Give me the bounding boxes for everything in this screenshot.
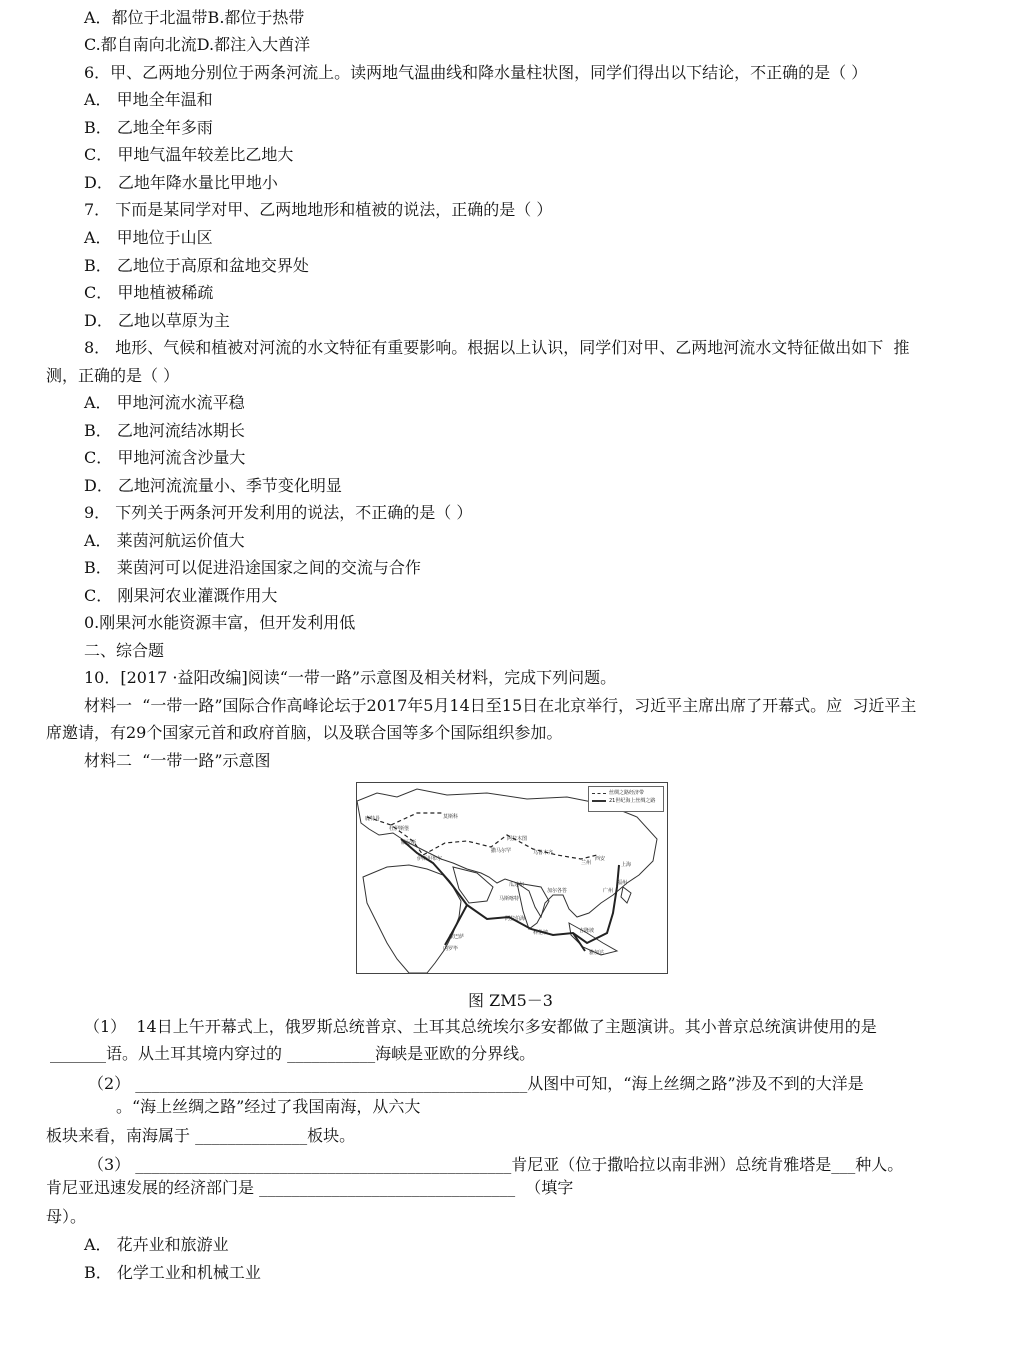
- text-line: 7． 下而是某同学对甲、乙两地地形和植被的说法，正确的是（ ）: [84, 200, 553, 219]
- text-line: A． 花卉业和旅游业: [84, 1235, 229, 1254]
- text-line: C． 甲地植被稀疏: [84, 283, 214, 302]
- map-place-label: 科伦坡: [533, 930, 549, 936]
- text-line: 9． 下列关于两条河开发利用的说法，不正确的是（ ）: [84, 503, 473, 522]
- text-line: 6．甲、乙两地分别位于两条河流上。读两地气温曲线和降水量柱状图，同学们得出以下结论，不正确的是（ ）: [84, 63, 868, 82]
- map-place-label: 阿拉木图: [507, 836, 528, 842]
- text-line: D． 乙地河流流量小、季节变化明显: [84, 476, 342, 495]
- legend-sea-route: 21世纪海上丝绸之路: [609, 798, 656, 804]
- text-line: B． 乙地河流结冰期长: [84, 421, 245, 440]
- map-place-label: 蒙巴萨: [449, 934, 465, 940]
- figure-caption: 图 ZM5－3: [468, 991, 553, 1010]
- text-line: _______语。从土耳其境内穿过的 ___________海峡是亚欧的分界线。: [50, 1044, 536, 1063]
- map-place-label: 马斯喀特: [499, 896, 520, 902]
- map-place-label: 吉隆坡: [579, 928, 595, 934]
- legend-land-route: 丝绸之路经济带: [609, 790, 645, 796]
- text-line: C． 甲地气温年较差比乙地大: [84, 145, 294, 164]
- text-line: A．都位于北温带B.都位于热带: [84, 8, 305, 27]
- text-line: 8． 地形、气候和植被对河流的水文特征有重要影响。根据以上认识，同学们对甲、乙两地河流水文特征做出如下 推: [84, 338, 910, 357]
- text-line: 肯尼亚迅速发展的经济部门是 ________________________________ （填字: [46, 1178, 574, 1197]
- map-place-label: 乌鲁木齐: [533, 850, 554, 856]
- text-line: D． 乙地以草原为主: [84, 311, 230, 330]
- map-place-label: 雅加达: [589, 950, 605, 956]
- map-place-label: 兰州: [581, 860, 592, 866]
- map-place-label: 广州: [603, 888, 614, 894]
- map-place-label: 内罗毕: [443, 946, 459, 952]
- text-line: B． 乙地全年多雨: [84, 118, 213, 137]
- text-line: A． 甲地河流水流平稳: [84, 393, 245, 412]
- text-line: 测，正确的是（ ）: [46, 366, 180, 385]
- text-line: B． 乙地位于高原和盆地交界处: [84, 256, 309, 275]
- text-line: C． 刚果河农业灌溉作用大: [84, 586, 278, 605]
- text-line: B． 莱茵河可以促进沿途国家之间的交流与合作: [84, 558, 421, 577]
- text-line: 材料二 “一带一路”示意图: [84, 751, 271, 770]
- text-line: 席邀请，有29个国家元首和政府首脑，以及联合国等多个国际组织参加。: [46, 723, 563, 742]
- text-line: D． 乙地年降水量比甲地小: [84, 173, 278, 192]
- map-place-label: 加尔各答: [547, 888, 568, 894]
- text-line: A． 甲地全年温和: [84, 90, 213, 109]
- text-line: （3） _______________________________________________肯尼亚（位于撒哈拉以南非洲）总统肯雅塔是___种人。: [88, 1155, 904, 1174]
- map-place-label: 撒马尔罕: [491, 848, 512, 854]
- text-line: 二、综合题: [84, 641, 165, 660]
- map-place-label: 西安: [595, 856, 606, 862]
- text-line: 。“海上丝绸之路”经过了我国南海，从六大: [116, 1097, 421, 1116]
- belt-and-road-map: [356, 782, 668, 974]
- text-line: 0.刚果河水能资源丰富，但开发利用低: [84, 613, 356, 632]
- text-line: 材料一 “一带一路”国际合作高峰论坛于2017年5月14日至15日在北京举行，习近平主席出席了开幕式。应 习近平主: [84, 696, 917, 715]
- map-place-label: 瓜达尔: [509, 882, 525, 888]
- map-place-label: 福州: [617, 880, 628, 886]
- text-line: C． 甲地河流含沙量大: [84, 448, 246, 467]
- map-place-label: 杜伊斯堡: [389, 826, 410, 832]
- map-place-label: 阿拉伯海: [505, 916, 526, 922]
- text-line: A． 甲地位于山区: [84, 228, 213, 247]
- text-line: 母）。: [46, 1207, 87, 1226]
- text-line: A． 莱茵河航运价值大: [84, 531, 245, 550]
- text-line: B． 化学工业和机械工业: [84, 1263, 261, 1282]
- text-line: （1） 14日上午开幕式上，俄罗斯总统普京、土耳其总统埃尔多安都做了主题演讲。其小普京总统演讲使用的是: [84, 1017, 877, 1036]
- text-line: C.都自南向北流D.都注入大酋洋: [84, 35, 311, 54]
- map-place-label: 鹿特丹: [365, 816, 381, 822]
- map-place-label: 上海: [621, 862, 632, 868]
- map-place-label: 威尼斯: [401, 840, 417, 846]
- map-place-label: 莫斯科: [443, 814, 459, 820]
- map-legend: [588, 786, 664, 812]
- text-line: 10．[2017 ·益阳改编]阅读“一带一路”示意图及相关材料，完成下列问题。: [84, 668, 617, 687]
- text-line: 板块来看，南海属于 ______________板块。: [46, 1126, 356, 1145]
- map-place-label: 伊斯坦布尔: [417, 856, 443, 862]
- text-line: （2） _________________________________________________从图中可知，“海上丝绸之路”涉及不到的大洋是: [88, 1074, 864, 1093]
